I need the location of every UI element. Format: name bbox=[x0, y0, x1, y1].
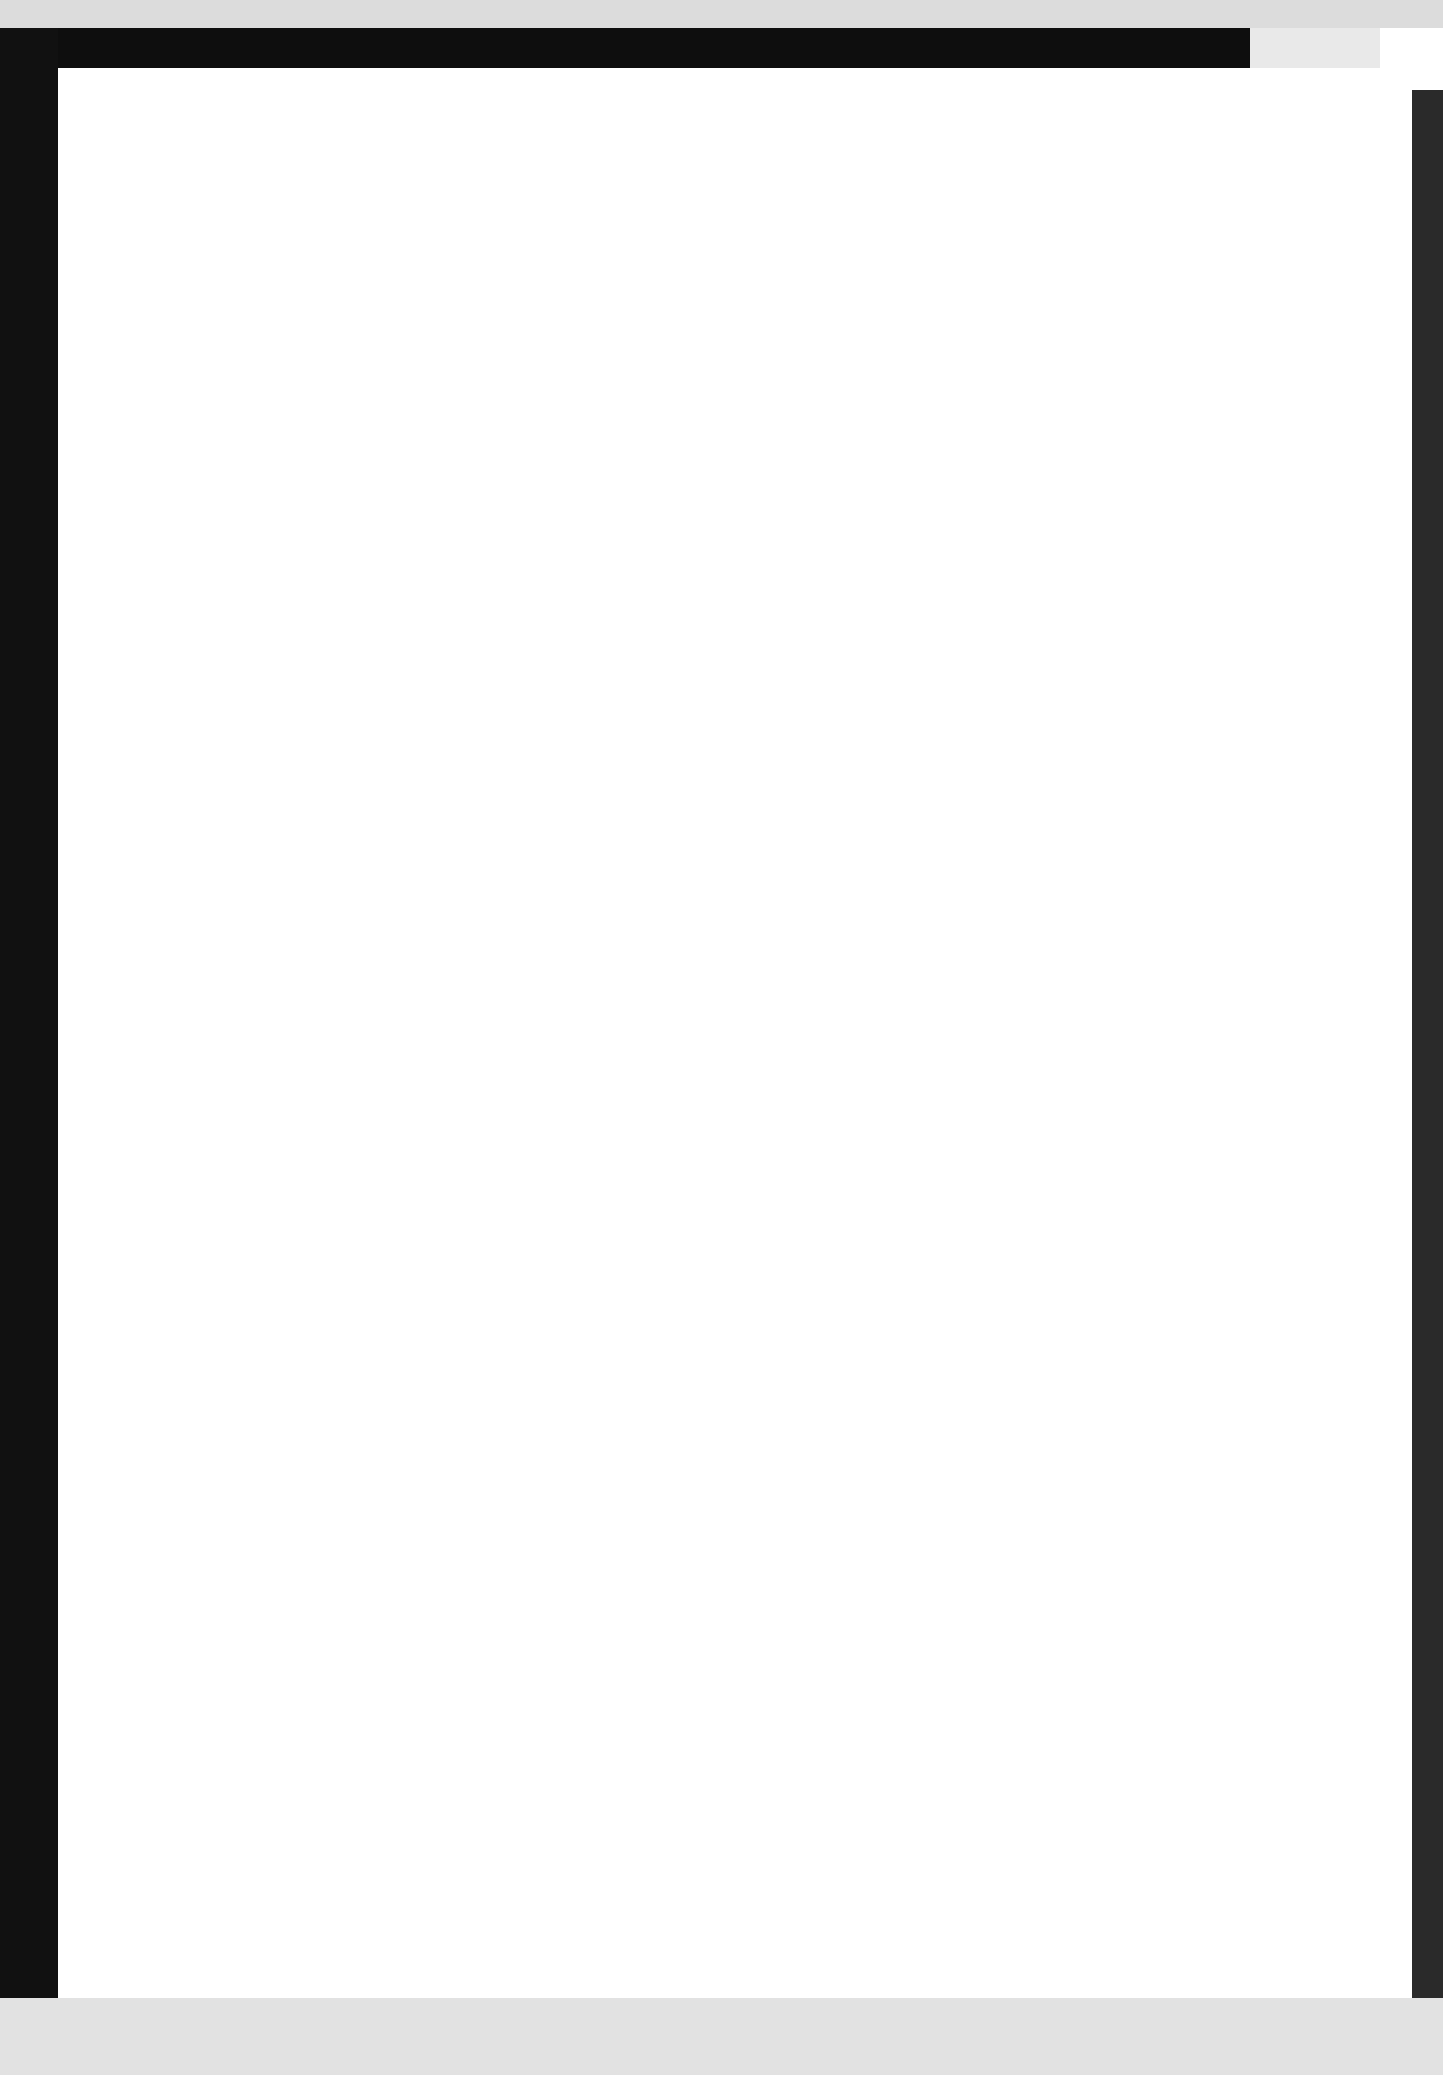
scan-margin-left bbox=[58, 68, 178, 1998]
scan-border-bottom bbox=[0, 1998, 1443, 2075]
scan-border-top bbox=[0, 0, 1443, 28]
scan-border-bar bbox=[40, 28, 1250, 68]
scan-border-right bbox=[1412, 90, 1443, 1998]
scan-border-left bbox=[0, 28, 58, 2075]
document-page bbox=[170, 68, 1412, 1998]
scan-border-bar-right bbox=[1250, 28, 1380, 68]
